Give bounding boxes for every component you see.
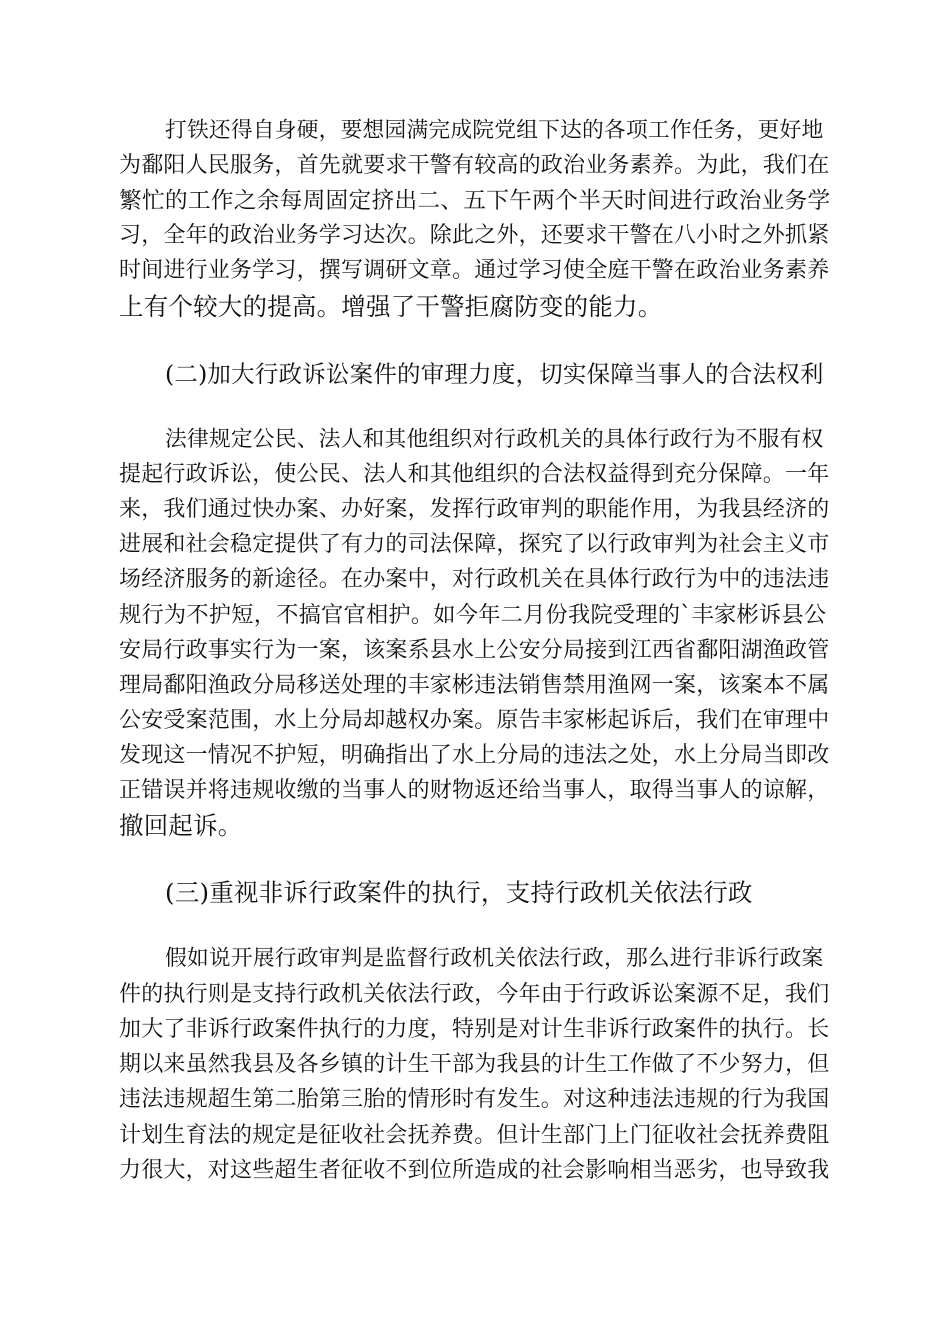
paragraph-2-line-9: 公安受案范围，水上分局却越权办案。原告丰家彬起诉后，我们在审理中 [119, 708, 830, 733]
paragraph-2-line-4: 进展和社会稳定提供了有力的司法保障，探究了以行政审判为社会主义市 [119, 532, 830, 557]
paragraph-3-line-1: 假如说开展行政审判是监督行政机关依法行政，那么进行非诉行政案 [165, 946, 824, 971]
paragraph-1-line-1: 打铁还得自身硬，要想园满完成院党组下达的各项工作任务，更好地 [165, 118, 824, 143]
paragraph-1-line-3: 繁忙的工作之余每周固定挤出二、五下午两个半天时间进行政治业务学 [119, 188, 831, 214]
paragraph-3-line-2: 件的执行则是支持行政机关依法行政，今年由于行政诉讼案源不足，我们 [119, 982, 830, 1007]
paragraph-3-line-4: 期以来虽然我县及各乡镇的计生干部为我县的计生工作做了不少努力，但 [119, 1052, 830, 1077]
paragraph-3-line-6: 计划生育法的规定是征收社会抚养费。但计生部门上门征收社会抚养费阻 [119, 1123, 830, 1148]
paragraph-2-line-2: 提起行政诉讼，使公民、法人和其他组织的合法权益得到充分保障。一年 [119, 462, 830, 487]
paragraph-1-line-5: 时间进行业务学习，撰写调研文章。通过学习使全庭干警在政治业务素养 [119, 258, 830, 283]
section-heading-3: (三)重视非诉行政案件的执行，支持行政机关依法行政 [165, 878, 753, 907]
paragraph-1-line-6: 上有个较大的提高。增强了干警拒腐防变的能力。 [119, 292, 663, 321]
paragraph-2-line-1: 法律规定公民、法人和其他组织对行政机关的具体行政行为不服有权 [165, 427, 824, 452]
paragraph-2-line-12: 撤回起诉。 [119, 811, 243, 840]
paragraph-2-line-6: 规行为不护短，不搞官官相护。如今年二月份我院受理的`丰家彬诉县公 [119, 602, 827, 628]
paragraph-3-line-7: 力很大，对这些超生者征收不到位所造成的社会影响相当恶劣，也导致我 [119, 1158, 830, 1183]
section-heading-2: (二)加大行政诉讼案件的审理力度，切实保障当事人的合法权利 [165, 360, 824, 388]
paragraph-1-line-2: 为鄱阳人民服务，首先就要求干警有较高的政治业务素养。为此，我们在 [119, 153, 830, 178]
paragraph-2-line-5: 场经济服务的新途径。在办案中，对行政机关在具体行政行为中的违法违 [119, 567, 830, 592]
paragraph-3-line-3: 加大了非诉行政案件执行的力度，特别是对计生非诉行政案件的执行。长 [119, 1017, 830, 1042]
paragraph-2-line-8: 理局鄱阳渔政分局移送处理的丰家彬违法销售禁用渔网一案，该案本不属 [119, 673, 830, 698]
paragraph-2-line-10: 发现这一情况不护短，明确指出了水上分局的违法之处，水上分局当即改 [119, 743, 830, 768]
paragraph-1-line-4: 习，全年的政治业务学习达次。除此之外，还要求干警在八小时之外抓紧 [119, 223, 830, 248]
paragraph-2-line-7: 安局行政事实行为一案，该案系县水上公安分局接到江西省鄱阳湖渔政管 [119, 638, 830, 663]
paragraph-2-line-11: 正错误并将违规收缴的当事人的财物返还给当事人，取得当事人的谅解， [119, 778, 830, 803]
paragraph-2-line-3: 来，我们通过快办案、办好案，发挥行政审判的职能作用，为我县经济的 [119, 497, 830, 522]
paragraph-3-line-5: 违法违规超生第二胎第三胎的情形时有发生。对这种违法违规的行为我国 [119, 1087, 830, 1112]
